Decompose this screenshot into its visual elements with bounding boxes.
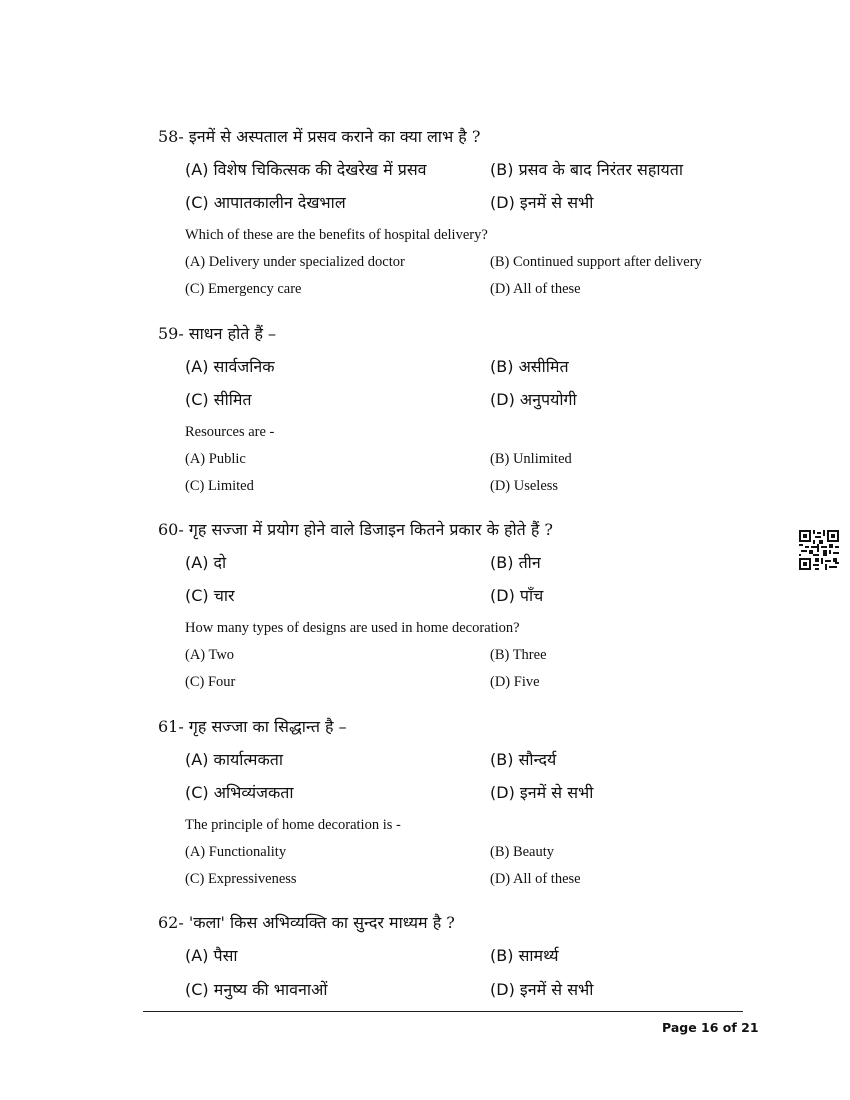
footer-divider	[143, 1011, 743, 1012]
question-62-hindi: 62- 'कला' किस अभिव्यक्ति का सुन्दर माध्यम है ?	[158, 913, 455, 932]
q59-hi-option-b: (B) असीमित	[490, 357, 569, 376]
q62-hi-option-b: (B) सामर्थ्य	[490, 946, 559, 965]
question-60-hindi: 60- गृह सज्जा में प्रयोग होने वाले डिजाइन कितने प्रकार के होते हैं ?	[158, 520, 553, 539]
q59-hi-option-c: (C) सीमित	[185, 390, 252, 409]
q58-en-option-a: (A) Delivery under specialized doctor	[185, 254, 405, 270]
q61-en-option-a: (A) Functionality	[185, 844, 287, 860]
q60-hi-option-c: (C) चार	[185, 586, 235, 605]
q61-hi-option-d: (D) इनमें से सभी	[490, 783, 594, 802]
q61-hi-option-a: (A) कार्यात्मकता	[185, 750, 284, 769]
q61-hi-option-c: (C) अभिव्यंजकता	[185, 783, 294, 802]
question-59-hindi: 59- साधन होते हैं –	[158, 324, 277, 343]
q60-en-option-b: (B) Three	[490, 647, 547, 663]
q62-hi-option-c: (C) मनुष्य की भावनाओं	[185, 980, 328, 999]
q60-en-option-d: (D) Five	[490, 674, 540, 690]
page-number: Page 16 of 21	[662, 1020, 759, 1035]
q58-en-option-c: (C) Emergency care	[185, 281, 302, 297]
q60-hi-option-d: (D) पाँच	[490, 586, 544, 605]
question-58-hindi: 58- इनमें से अस्पताल में प्रसव कराने का क्या लाभ है ?	[158, 127, 481, 146]
q60-en-option-a: (A) Two	[185, 647, 235, 663]
q61-en-option-c: (C) Expressiveness	[185, 871, 297, 887]
q60-en-option-c: (C) Four	[185, 674, 236, 690]
q61-hi-option-b: (B) सौन्दर्य	[490, 750, 557, 769]
question-61-hindi: 61- गृह सज्जा का सिद्धान्त है –	[158, 717, 347, 736]
q62-hi-option-d: (D) इनमें से सभी	[490, 980, 594, 999]
q59-en-option-d: (D) Useless	[490, 478, 559, 494]
q59-en-option-a: (A) Public	[185, 451, 246, 467]
q59-hi-option-a: (A) सार्वजनिक	[185, 357, 275, 376]
q60-hi-option-b: (B) तीन	[490, 553, 541, 572]
qr-code-icon	[799, 530, 839, 570]
q58-hi-option-a: (A) विशेष चिकित्सक की देखरेख में प्रसव	[185, 160, 427, 179]
q61-en-option-b: (B) Beauty	[490, 844, 555, 860]
question-58-english: Which of these are the benefits of hospital delivery?	[185, 227, 488, 243]
question-61-english: The principle of home decoration is -	[185, 817, 401, 833]
question-60-english: How many types of designs are used in home decoration?	[185, 620, 520, 636]
q58-hi-option-d: (D) इनमें से सभी	[490, 193, 594, 212]
q61-en-option-d: (D) All of these	[490, 871, 581, 887]
q59-en-option-c: (C) Limited	[185, 478, 254, 494]
q58-en-option-b: (B) Continued support after delivery	[490, 254, 702, 270]
q58-en-option-d: (D) All of these	[490, 281, 581, 297]
q62-hi-option-a: (A) पैसा	[185, 946, 238, 965]
q59-hi-option-d: (D) अनुपयोगी	[490, 390, 577, 409]
q59-en-option-b: (B) Unlimited	[490, 451, 572, 467]
q58-hi-option-b: (B) प्रसव के बाद निरंतर सहायता	[490, 160, 684, 179]
q60-hi-option-a: (A) दो	[185, 553, 227, 572]
question-59-english: Resources are -	[185, 424, 275, 440]
q58-hi-option-c: (C) आपातकालीन देखभाल	[185, 193, 346, 212]
